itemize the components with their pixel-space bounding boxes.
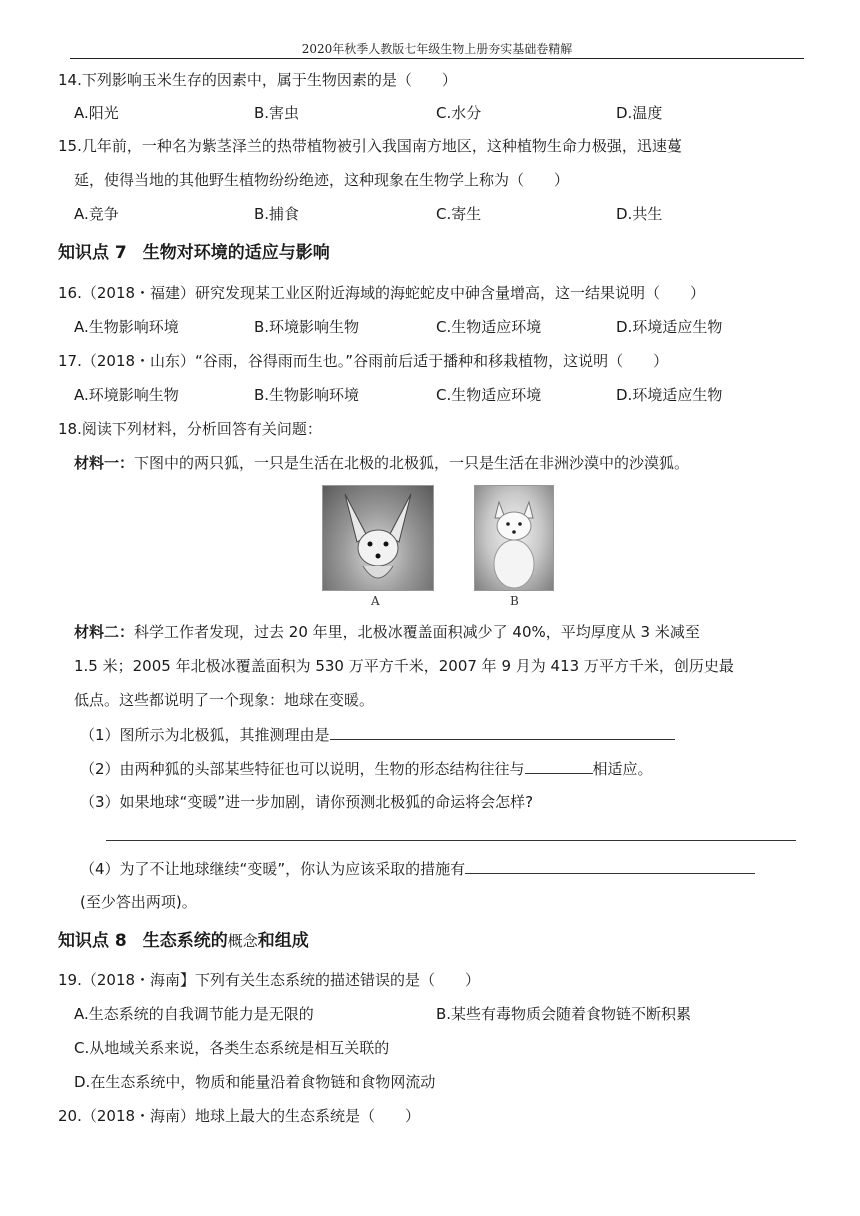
question-15-option-b: B.捕食	[254, 205, 300, 223]
sub-question-4-text: （4）为了不让地球继续“变暖”，你认为应该采取的措施有	[80, 860, 466, 878]
answer-blank-3[interactable]	[106, 840, 796, 841]
section-8-heading	[58, 930, 309, 952]
question-17-option-c: C.生物适应环境	[436, 386, 542, 404]
material-1-label: 材料一：	[74, 454, 135, 472]
question-15-stem-line2: 延，使得当地的其他野生植物纷纷绝迹，这种现象在生物学上称为（ ）	[74, 171, 570, 189]
material-2-text-1: 科学工作者发现，过去 20 年里，北极冰覆盖面积减少了 40%，平均厚度从 3 米减至	[134, 623, 700, 641]
material-1	[74, 453, 689, 473]
question-14-option-a: A.阳光	[74, 104, 119, 122]
question-16-stem: 16.（2018・福建）研究发现某工业区附近海域的海蛇蛇皮中砷含量增高，这一结果说明（ ）	[58, 284, 706, 302]
answer-blank-4[interactable]	[465, 858, 755, 874]
sub-question-2-text-b: 相适应。	[592, 760, 653, 778]
question-16-option-b: B.环境影响生物	[254, 318, 360, 336]
arctic-fox-photo	[474, 485, 554, 591]
section-8-title-c: 和组成	[257, 931, 309, 951]
sub-question-4-note: (至少答出两项)。	[80, 893, 197, 911]
section-8-title-a: 生态系统的	[142, 931, 228, 951]
section-7-heading	[58, 242, 330, 264]
question-18-stem: 18.阅读下列材料，分析回答有关问题：	[58, 420, 322, 438]
question-20-stem: 20.（2018・海南）地球上最大的生态系统是（ ）	[58, 1107, 421, 1125]
question-15-option-d: D.共生	[616, 205, 663, 223]
question-17-option-b: B.生物影响环境	[254, 386, 360, 404]
section-8-title-b: 概念	[227, 932, 258, 950]
question-19-stem: 19.（2018・海南】下列有关生态系统的描述错误的是（ ）	[58, 971, 481, 989]
question-19-option-b: B.某些有毒物质会随着食物链不断积累	[436, 1005, 692, 1023]
fennec-fox-photo	[322, 485, 434, 591]
question-14-option-c: C.水分	[436, 104, 482, 122]
answer-blank-2[interactable]	[525, 758, 593, 774]
section-7-label: 知识点 7	[58, 243, 127, 263]
photo-a-caption: A	[371, 594, 380, 608]
question-16-option-d: D.环境适应生物	[616, 318, 723, 336]
question-19-option-c: C.从地域关系来说，各类生态系统是相互关联的	[74, 1039, 390, 1057]
arctic-fox-illustration	[475, 486, 553, 590]
sub-question-3-text: （3）如果地球“变暖”进一步加剧，请你预测北极狐的命运将会怎样?	[80, 793, 534, 811]
question-16-option-a: A.生物影响环境	[74, 318, 179, 336]
question-16-option-c: C.生物适应环境	[436, 318, 542, 336]
question-15-option-a: A.竞争	[74, 205, 119, 223]
question-15-option-c: C.寄生	[436, 205, 482, 223]
question-19-option-a: A.生态系统的自我调节能力是无限的	[74, 1005, 314, 1023]
material-2-line3: 低点。这些都说明了一个现象：地球在变暖。	[74, 691, 375, 709]
question-14-option-b: B.害虫	[254, 104, 300, 122]
section-7-title: 生物对环境的适应与影响	[142, 243, 330, 263]
material-2-line2: 1.5 米；2005 年北极冰覆盖面积为 530 万平方千米，2007 年 9 月为 413 万平方千米，创历史最	[74, 657, 734, 675]
sub-question-1	[80, 724, 675, 745]
page-header: 2020年秋季人教版七年级生物上册夯实基础卷精解	[301, 42, 573, 56]
header-rule	[70, 58, 804, 59]
question-19-option-d: D.在生态系统中，物质和能量沿着食物链和食物网流动	[74, 1073, 436, 1091]
material-2-label: 材料二：	[74, 623, 135, 641]
question-17-option-d: D.环境适应生物	[616, 386, 723, 404]
question-17-option-a: A.环境影响生物	[74, 386, 179, 404]
material-2-line1	[74, 622, 700, 642]
question-15-stem-line1: 15.几年前，一种名为紫茎泽兰的热带植物被引入我国南方地区，这种植物生命力极强，迅速蔓	[58, 137, 682, 155]
sub-question-4	[80, 858, 755, 879]
question-14-option-d: D.温度	[616, 104, 663, 122]
material-1-text: 下图中的两只狐，一只是生活在北极的北极狐，一只是生活在非洲沙漠中的沙漠狐。	[134, 454, 690, 472]
sub-question-2	[80, 758, 653, 779]
answer-blank-1[interactable]	[330, 724, 675, 740]
section-8-label: 知识点 8	[58, 931, 127, 951]
sub-question-1-text: （1）图所示为北极狐，其推测理由是	[80, 726, 330, 744]
question-17-stem: 17.（2018・山东）“谷雨，谷得雨而生也。”谷雨前后适于播种和移栽植物，这说明（ ）	[58, 352, 669, 370]
question-14-stem: 14.下列影响玉米生存的因素中，属于生物因素的是（ ）	[58, 71, 457, 89]
photo-b-caption: B	[510, 594, 519, 608]
fennec-fox-illustration	[323, 486, 433, 590]
sub-question-2-text-a: （2）由两种狐的头部某些特征也可以说明，生物的形态结构往往与	[80, 760, 525, 778]
